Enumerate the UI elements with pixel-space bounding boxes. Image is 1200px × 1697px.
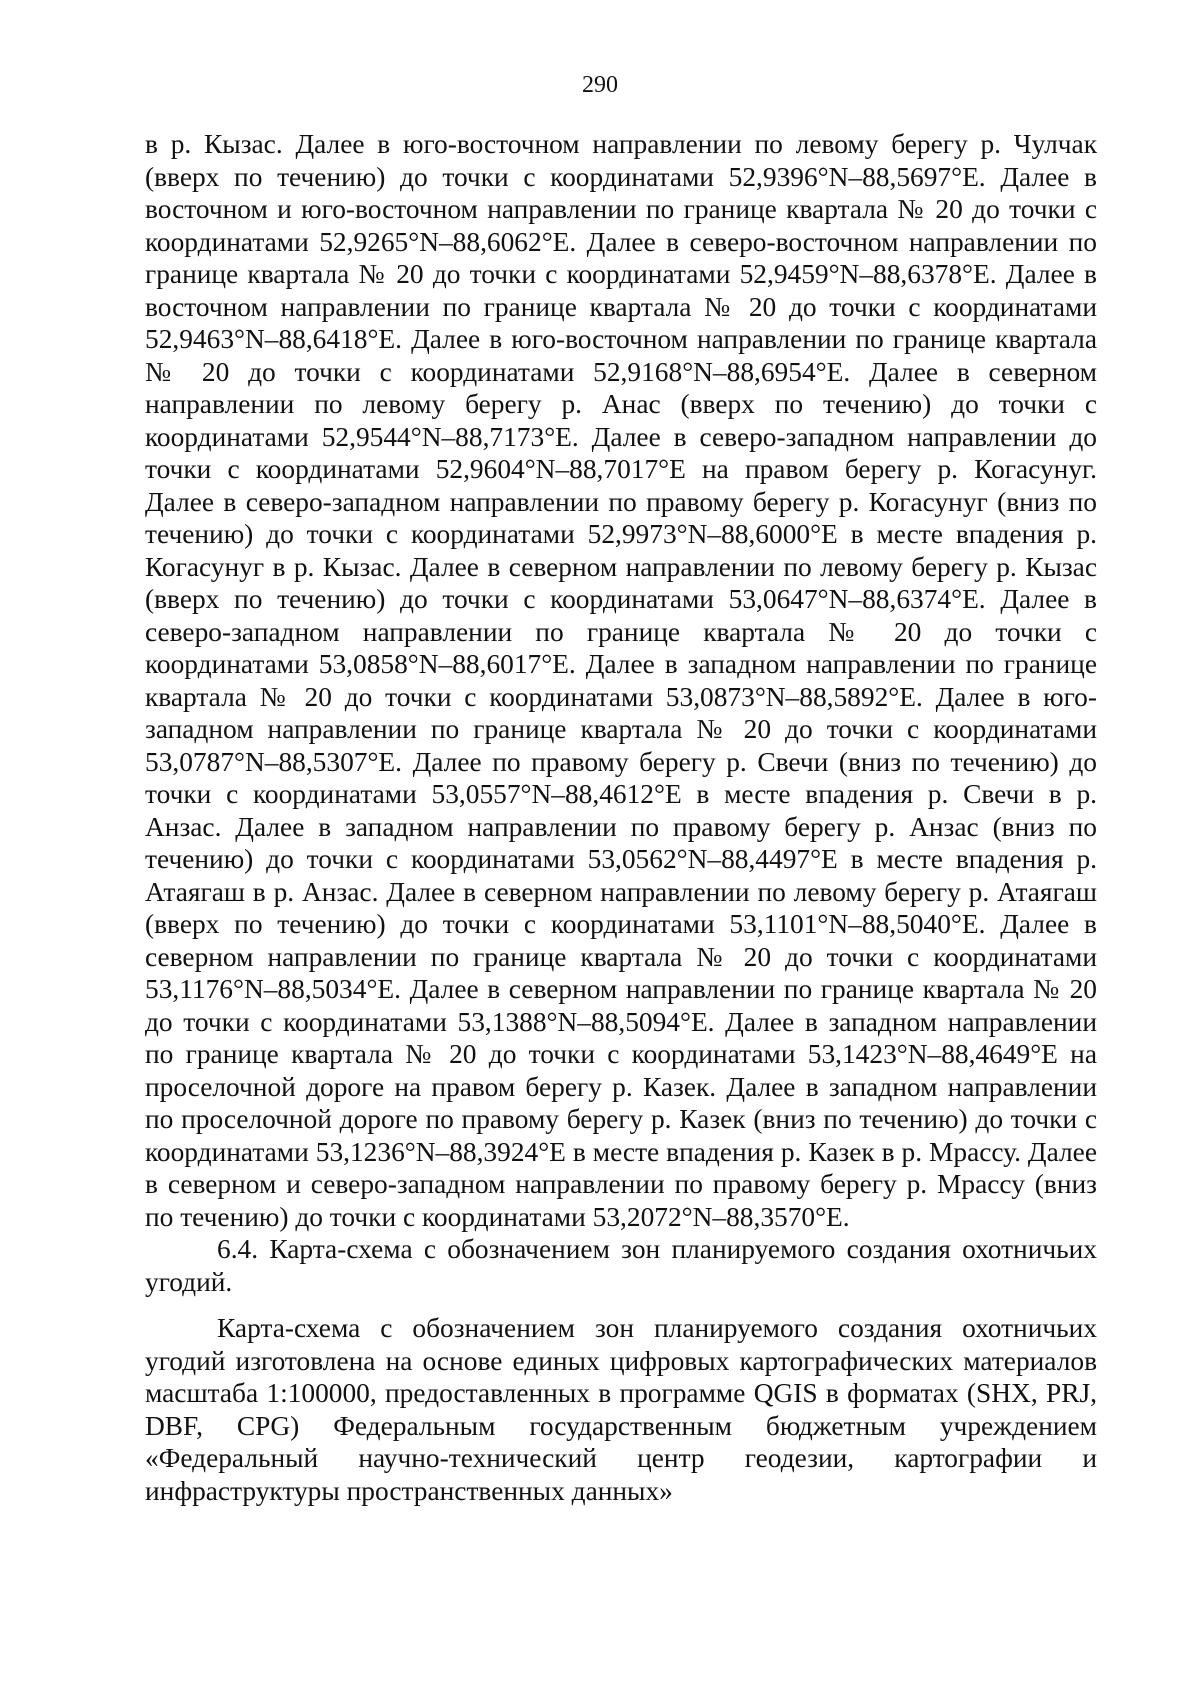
section-heading-6-4: 6.4. Карта-схема с обозначением зон планируемого создания охотничьих угодий. <box>145 1234 1097 1297</box>
page-number: 290 <box>582 72 618 98</box>
paragraph-boundary-description: в р. Кызас. Далее в юго-восточном направлении по левому берегу р. Чулчак (вверх по течению) до точки с координатами 52,9396°N–88,5697°E. Далее в восточном и юго-восточном направлении по границе квартала № 20 до точки с координатами 52,9265°N–88,6062°E. Далее в северо-восточном направлении по границе квартала № 20 до точки с координатами 52,9459°N–88,6378°E. Далее в восточном направлении по границе квартала № 20 до точки с координатами 52,9463°N–88,6418°E. Далее в юго-восточном направлении по границе квартала № 20 до точки с координатами 52,9168°N–88,6954°E. Далее в северном направлении по левому берегу р. Анас (вверх по течению) до точки с координатами 52,9544°N–88,7173°E. Далее в северо-западном направлении до точки с координатами 52,9604°N–88,7017°E на правом берегу р. Когасунуг. Далее в северо-западном направлении по правому берегу р. Когасунуг (вниз по течению) до точки с координатами 52,9973°N–88,6000°E в месте впадения р. Когасунуг в р. Кызас. Далее в северном направлении по левому берегу р. Кызас (вверх по течению) до точки с координатами 53,0647°N–88,6374°E. Далее в северо-западном направлении по границе квартала № 20 до точки с координатами 53,0858°N–88,6017°E. Далее в западном направлении по границе квартала № 20 до точки с координатами 53,0873°N–88,5892°E. Далее в юго-западном направлении по границе квартала № 20 до точки с координатами 53,0787°N–88,5307°E. Далее по правому берегу р. Свечи (вниз по течению) до точки с координатами 53,0557°N–88,4612°E в месте впадения р. Свечи в р. Анзас. Далее в западном направлении по правому берегу р. Анзас (вниз по течению) до точки с координатами 53,0562°N–88,4497°E в месте впадения р. Атаягаш в р. Анзас. Далее в северном направлении по левому берегу р. Атаягаш (вверх по течению) до точки с координатами 53,1101°N–88,5040°E. Далее в северном направлении по границе квартала № 20 до точки с координатами 53,1176°N–88,5034°E. Далее в северном направлении по границе квартала № 20 до точки с координатами 53,1388°N–88,5094°E. Далее в западном направлении по границе квартала № 20 до точки с координатами 53,1423°N–88,4649°E на проселочной дороге на правом берегу р. Казек. Далее в западном направлении по проселочной дороге по правому берегу р. Казек (вниз по течению) до точки с координатами 53,1236°N–88,3924°E в месте впадения р. Казек в р. Мрассу. Далее в северном и северо-западном направлении по правому берегу р. Мрассу (вниз по течению) до точки с координатами 53,2072°N–88,3570°E. <box>145 129 1097 1232</box>
document-body <box>145 128 1097 1507</box>
paragraph-map-description: Карта-схема с обозначением зон планируемого создания охотничьих угодий изготовлена на основе единых цифровых картографических материалов масштаба 1:100000, предоставленных в программе QGIS в форматах (SHX, PRJ, DBF, CPG) Федеральным государственным бюджетным учреждением «Федеральный научно-технический центр геодезии, картографии и инфраструктуры пространственных данных» <box>145 1313 1097 1506</box>
